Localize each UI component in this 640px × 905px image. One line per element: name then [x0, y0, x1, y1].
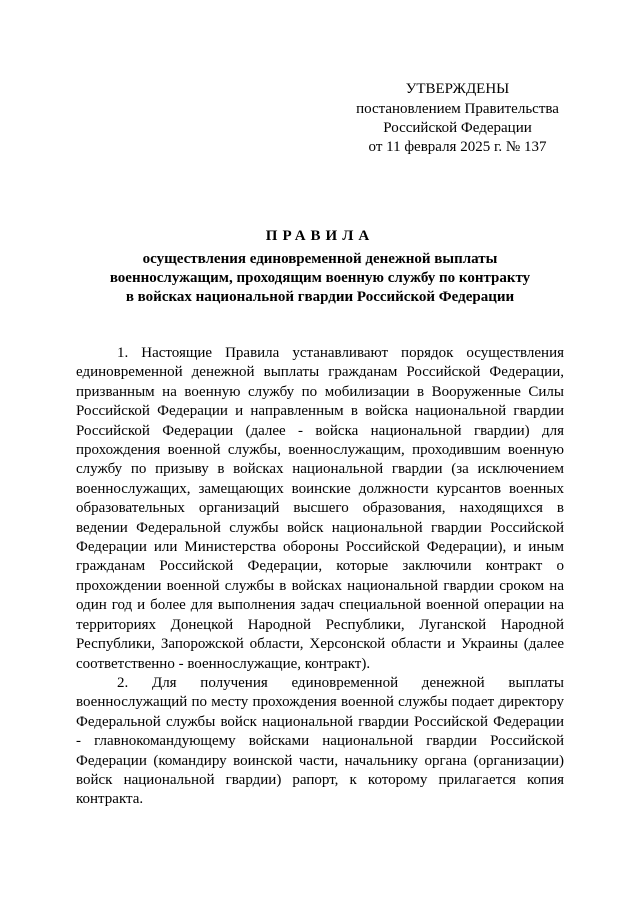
subtitle-line-2: военнослужащим, проходящим военную службу по контракту — [109, 270, 531, 286]
approval-heading: УТВЕРЖДЕНЫ — [405, 81, 510, 97]
paragraph-2: 2. Для получения единовременной денежной выплаты военнослужащий по месту прохождения военной службы подает директору Федеральной службы войск национальной гвардии Российской Федерации - главнокомандующему войсками национальной гвардии Российской Федерации (командиру воинской части, начальнику органа (организации) войск национальной гвардии) рапорт, к которому прилагается копия контракта. — [76, 674, 564, 808]
document-title: ПРАВИЛА — [265, 228, 375, 244]
subtitle-line-1: осуществления единовременной денежной выплаты — [142, 251, 498, 267]
approval-line-3: от 11 февраля 2025 г. № 137 — [368, 139, 547, 155]
approval-line-2: Российской Федерации — [383, 120, 532, 136]
paragraph-1: 1. Настоящие Правила устанавливают порядок осуществления единовременной денежной выплаты гражданам Российской Федерации, призванным на военную службу по мобилизации в Вооруженные Силы Российской Федерации и направленным в войска национальной гвардии Российской Федерации (далее - войска национальной гвардии) для прохождения военной службы, военнослужащим, проходившим военную службу по призыву в войсках национальной гвардии (за исключением военнослужащих, замещающих воинские должности курсантов военных образовательных организаций высшего образования, находящихся в ведении Федеральной службы войск национальной гвардии Российской Федерации или Министерства обороны Российской Федерации), и иным гражданам Российской Федерации, которые заключили контракт о прохождении военной службы в войсках национальной гвардии сроком на один год и более для выполнения задач специальной военной операции на территориях Донецкой Народной Республики, Луганской Народной Республики, Запорожской области, Херсонской области и Украины (далее соответственно - военнослужащие, контракт). — [76, 345, 564, 672]
approval-line-1: постановлением Правительства — [356, 101, 559, 117]
approval-block — [330, 80, 585, 157]
subtitle-line-3: в войсках национальной гвардии Российской Федерации — [125, 289, 515, 305]
document-subtitle — [80, 250, 560, 307]
document-body — [76, 344, 564, 810]
